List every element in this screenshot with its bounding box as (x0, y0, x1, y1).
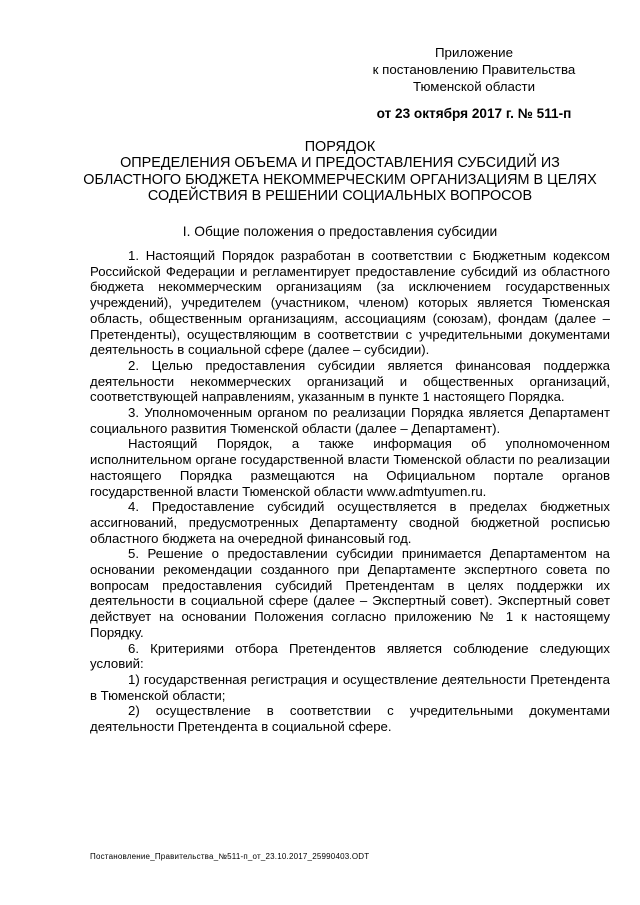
paragraph: 5. Решение о предоставлении субсидии принимается Департаментом на основании рекомендации созданного при Департаменте экспертного совета по вопросам предоставления субсидий Претендентам в целях поддержки их деятельности в социальной сфере (далее – Экспертный совет). Экспертный совет действует на основании Положения согласно приложению № 1 к настоящему Порядку. (90, 546, 610, 640)
paragraph: 4. Предоставление субсидий осуществляется в пределах бюджетных ассигнований, предусмотренных Департаменту сводной бюджетной росписью областного бюджета на очередной финансовый год. (90, 499, 610, 546)
footer-filename: Постановление_Правительства_№511-п_от_23.10.2017_25990403.ODT (90, 852, 370, 861)
paragraph: Настоящий Порядок, а также информация об уполномоченном исполнительном органе государственной власти Тюменской области по реализации настоящего Порядка размещаются на Официальном портале органов государственной власти Тюменской области www.admtyumen.ru. (90, 436, 610, 499)
paragraph: 6. Критериями отбора Претендентов является соблюдение следующих условий: (90, 640, 610, 672)
paragraph: 1. Настоящий Порядок разработан в соответствии с Бюджетным кодексом Российской Федерации и регламентирует предоставление субсидий из областного бюджета некоммерческим организациям (за исключением государственных учреждений), учредителем (участником, членом) которых является Тюменская область, общественным организациям, ассоциациям (союзам), фондам (далее – Претенденты), осуществляющим в соответствии с учредительными документами деятельность в социальной сфере (далее – субсидии). (90, 248, 610, 358)
section-heading: I. Общие положения о предоставления субсидии (182, 224, 498, 239)
appendix-region: Тюменской области (412, 79, 536, 94)
paragraph: 1) государственная регистрация и осуществление деятельности Претендента в Тюменской области; (90, 671, 610, 703)
paragraph: 2. Целью предоставления субсидии является финансовая поддержка деятельности некоммерческих организаций и общественных организаций, соответствующей направлениям, указанным в пункте 1 настоящего Порядка. (90, 357, 610, 405)
appendix-block (340, 44, 608, 122)
title-line-1: ПОРЯДОК (304, 139, 376, 155)
title-line-2: ОПРЕДЕЛЕНИЯ ОБЪЕМА И ПРЕДОСТАВЛЕНИЯ СУБСИДИЙ ИЗ (120, 155, 560, 172)
paragraph: 2) осуществление в соответствии с учредительными документами деятельности Претендента в социальной сфере. (90, 703, 610, 735)
appendix-label: Приложение (435, 45, 513, 60)
document-body (90, 248, 610, 735)
title-line-3: ОБЛАСТНОГО БЮДЖЕТА НЕКОММЕРЧЕСКИМ ОРГАНИЗАЦИЯМ В ЦЕЛЯХ (83, 171, 597, 188)
appendix-reference: к постановлению Правительства (372, 62, 576, 77)
appendix-date: от 23 октября 2017 г. № 511-п (376, 106, 572, 121)
title-line-4: СОДЕЙСТВИЯ В РЕШЕНИИ СОЦИАЛЬНЫХ ВОПРОСОВ (147, 187, 533, 204)
paragraph: 3. Уполномоченным органом по реализации Порядка является Департамент социального развития Тюменской области (далее – Департамент). (90, 405, 610, 436)
document-title (60, 139, 620, 204)
